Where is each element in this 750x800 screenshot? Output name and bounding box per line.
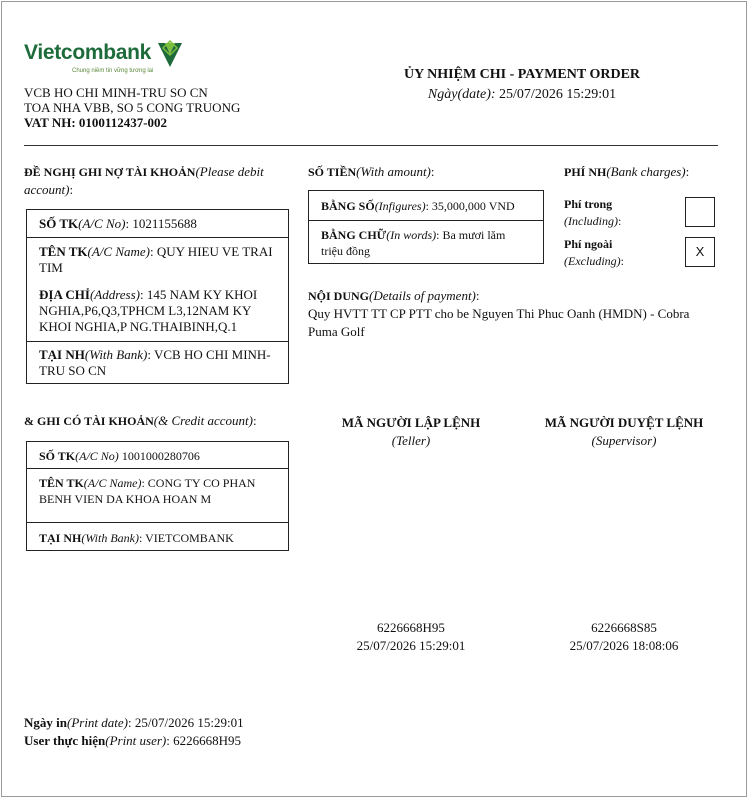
teller-block xyxy=(311,414,511,450)
credit-acct-sub: (A/C No) xyxy=(75,449,119,463)
charges-heading-colon: : xyxy=(685,164,690,179)
debit-acct-label: SỐ TK xyxy=(39,216,79,231)
debit-heading-colon: : xyxy=(69,182,74,197)
amount-box xyxy=(308,190,544,264)
teller-signature xyxy=(311,619,511,655)
amount-fig-label: BẰNG SỐ xyxy=(321,199,375,213)
credit-name-sub: (A/C Name) xyxy=(83,476,142,490)
credit-acct-label: SỐ TK xyxy=(39,449,76,463)
debit-acct-value: 1021155688 xyxy=(132,216,197,231)
credit-name-row: TÊN TK(A/C Name): CONG TY CO PHAN BENH VIEN DA KHOA HOAN M xyxy=(27,468,288,507)
credit-account-box xyxy=(26,441,289,551)
credit-heading xyxy=(24,412,257,430)
print-user-colon: : xyxy=(166,733,174,748)
teller-datetime: 25/07/2026 15:29:01 xyxy=(356,638,466,653)
charges-heading-bold: PHÍ NH xyxy=(564,165,607,179)
charges-heading-italic: (Bank charges) xyxy=(606,164,686,179)
charge-excluding-checkbox[interactable]: X xyxy=(685,237,715,267)
print-info xyxy=(24,714,244,750)
branch-address: TOA NHA VBB, SO 5 CONG TRUONG xyxy=(24,100,241,115)
vat-label: VAT NH: xyxy=(24,115,76,130)
details-text xyxy=(308,305,728,341)
credit-bank-row: TẠI NH(With Bank): VIETCOMBANK xyxy=(27,522,288,546)
details-heading-bold: NỘI DUNG xyxy=(308,289,370,303)
debit-addr-label: ĐỊA CHỈ xyxy=(39,287,90,302)
debit-heading-italic-2: account) xyxy=(24,182,70,197)
charge-incl-label: Phí trong xyxy=(564,197,613,211)
debit-addr-value-3: KHOI NGHIA,P NG.THAIBINH,Q.1 xyxy=(39,319,238,334)
credit-acct-value: 1001000280706 xyxy=(121,449,200,463)
print-date-label: Ngày in xyxy=(24,715,67,730)
debit-bank-value-2: TRU SO CN xyxy=(39,363,107,378)
amount-words-label: BẰNG CHỮ xyxy=(321,228,387,242)
debit-acct-row: SỐ TK(A/C No): 1021155688 xyxy=(39,216,197,231)
print-date-line xyxy=(24,714,244,732)
debit-bank-value-1: VCB HO CHI MINH- xyxy=(153,347,271,362)
print-user-sub: (Print user) xyxy=(105,733,167,748)
debit-heading-bold: ĐỀ NGHỊ GHI NỢ TÀI KHOẢN xyxy=(24,165,196,179)
print-date-value: 25/07/2026 15:29:01 xyxy=(134,715,244,730)
print-date-colon: : xyxy=(128,715,135,730)
amount-heading-colon: : xyxy=(430,164,435,179)
details-heading xyxy=(308,287,480,305)
charge-excluding-label xyxy=(564,236,674,270)
header-divider xyxy=(24,145,718,146)
amount-heading-bold: SỐ TIỀN xyxy=(308,165,357,179)
details-heading-colon: : xyxy=(475,288,480,303)
teller-heading: MÃ NGƯỜI LẬP LỆNH xyxy=(341,415,481,430)
charge-excl-label: Phí ngoài xyxy=(564,237,613,251)
charge-including-label xyxy=(564,196,674,230)
credit-bank-value: VIETCOMBANK xyxy=(145,531,234,545)
print-user-value: 6226668H95 xyxy=(173,733,242,748)
amount-heading-italic: (With amount) xyxy=(356,164,431,179)
debit-bank-label: TẠI NH xyxy=(39,347,85,362)
credit-name-value-2: BENH VIEN DA KHOA HOAN M xyxy=(39,492,212,506)
debit-name-value-2: TIM xyxy=(39,260,63,275)
amount-words-row: BẰNG CHỮ(In words): Ba mươi lăm triệu đồng xyxy=(309,220,543,259)
credit-name-label: TÊN TK xyxy=(39,476,84,490)
debit-heading xyxy=(24,163,289,199)
amount-heading xyxy=(308,163,435,181)
credit-heading-colon: : xyxy=(252,413,257,428)
supervisor-block xyxy=(524,414,724,450)
credit-acct-row xyxy=(27,448,288,464)
supervisor-sub: (Supervisor) xyxy=(591,433,657,448)
print-user-line xyxy=(24,732,244,750)
debit-bank-row: TẠI NH(With Bank): VCB HO CHI MINH- TRU SO CN xyxy=(27,341,288,379)
print-user-label: User thực hiện xyxy=(24,733,106,748)
charge-excl-colon: : xyxy=(620,254,624,268)
amount-words-value-1: Ba mươi lăm xyxy=(442,228,506,242)
debit-addr-sub: (Address) xyxy=(89,287,141,302)
print-date-sub: (Print date) xyxy=(66,715,128,730)
bank-logo-text: Vietcombank xyxy=(24,41,152,64)
credit-name-value-1: CONG TY CO PHAN xyxy=(147,476,256,490)
teller-code: 6226668H95 xyxy=(377,620,445,635)
debit-addr-value-1: 145 NAM KY KHOI xyxy=(146,287,258,302)
order-date-label: Ngày(date): xyxy=(427,87,496,102)
debit-account-box xyxy=(26,209,289,384)
bank-logo xyxy=(24,41,151,65)
credit-bank-label: TẠI NH xyxy=(39,531,82,545)
details-heading-italic: (Details of payment) xyxy=(369,288,476,303)
debit-bank-sub: (With Bank) xyxy=(84,347,148,362)
order-date xyxy=(357,87,687,103)
branch-info xyxy=(24,85,240,130)
supervisor-datetime: 25/07/2026 18:08:06 xyxy=(569,638,679,653)
amount-fig-value: 35,000,000 VND xyxy=(431,199,515,213)
bank-slogan: Chung niềm tin vững tương lai xyxy=(72,68,154,74)
debit-address-row: ĐỊA CHỈ(Address): 145 NAM KY KHOI NGHIA,P6,Q3,TPHCM L3,12NAM KY KHOI NGHIA,P NG.THAIBINH,Q.1 xyxy=(39,287,258,334)
teller-sub: (Teller) xyxy=(391,433,431,448)
credit-bank-sub: (With Bank) xyxy=(81,531,139,545)
charges-heading xyxy=(564,163,689,181)
debit-name-row: TÊN TK(A/C Name): QUY HIEU VE TRAI TIM xyxy=(27,237,288,276)
details-line-2: Puma Golf xyxy=(308,324,365,339)
amount-figures-row: BẰNG SỐ(Infigures): 35,000,000 VND xyxy=(321,199,515,213)
charge-including-checkbox[interactable] xyxy=(685,197,715,227)
credit-heading-italic: (& Credit account) xyxy=(153,413,253,428)
debit-name-label: TÊN TK xyxy=(39,244,88,259)
debit-acct-sub: (A/C No) xyxy=(78,216,126,231)
charge-incl-sub: (Including) xyxy=(564,214,618,228)
debit-heading-italic-1: (Please debit xyxy=(195,164,264,179)
debit-addr-value-2: NGHIA,P6,Q3,TPHCM L3,12NAM KY xyxy=(39,303,252,318)
amount-fig-sub: (Infigures) xyxy=(374,199,426,213)
order-date-value: 25/07/2026 15:29:01 xyxy=(499,87,617,102)
charge-incl-colon: : xyxy=(617,214,622,228)
page-title: ỦY NHIỆM CHI - PAYMENT ORDER xyxy=(403,67,641,82)
supervisor-heading: MÃ NGƯỜI DUYỆT LỆNH xyxy=(544,415,704,430)
branch-name: VCB HO CHI MINH-TRU SO CN xyxy=(24,85,208,100)
credit-heading-bold: & GHI CÓ TÀI KHOẢN xyxy=(24,414,154,428)
vat-value: 0100112437-002 xyxy=(78,115,168,130)
charge-excl-sub: (Excluding) xyxy=(564,254,621,268)
vat-line xyxy=(24,115,240,130)
debit-name-sub: (A/C Name) xyxy=(87,244,150,259)
vietcombank-emblem-icon xyxy=(155,39,185,69)
supervisor-code: 6226668S85 xyxy=(591,620,657,635)
amount-words-sub: (In words) xyxy=(386,228,437,242)
supervisor-signature xyxy=(524,619,724,655)
details-line-1: Quy HVTT TT CP PTT cho be Nguyen Thi Phuc Oanh (HMDN) - Cobra xyxy=(308,306,690,321)
debit-name-value-1: QUY HIEU VE TRAI xyxy=(156,244,273,259)
amount-words-value-2: triệu đồng xyxy=(321,244,370,258)
